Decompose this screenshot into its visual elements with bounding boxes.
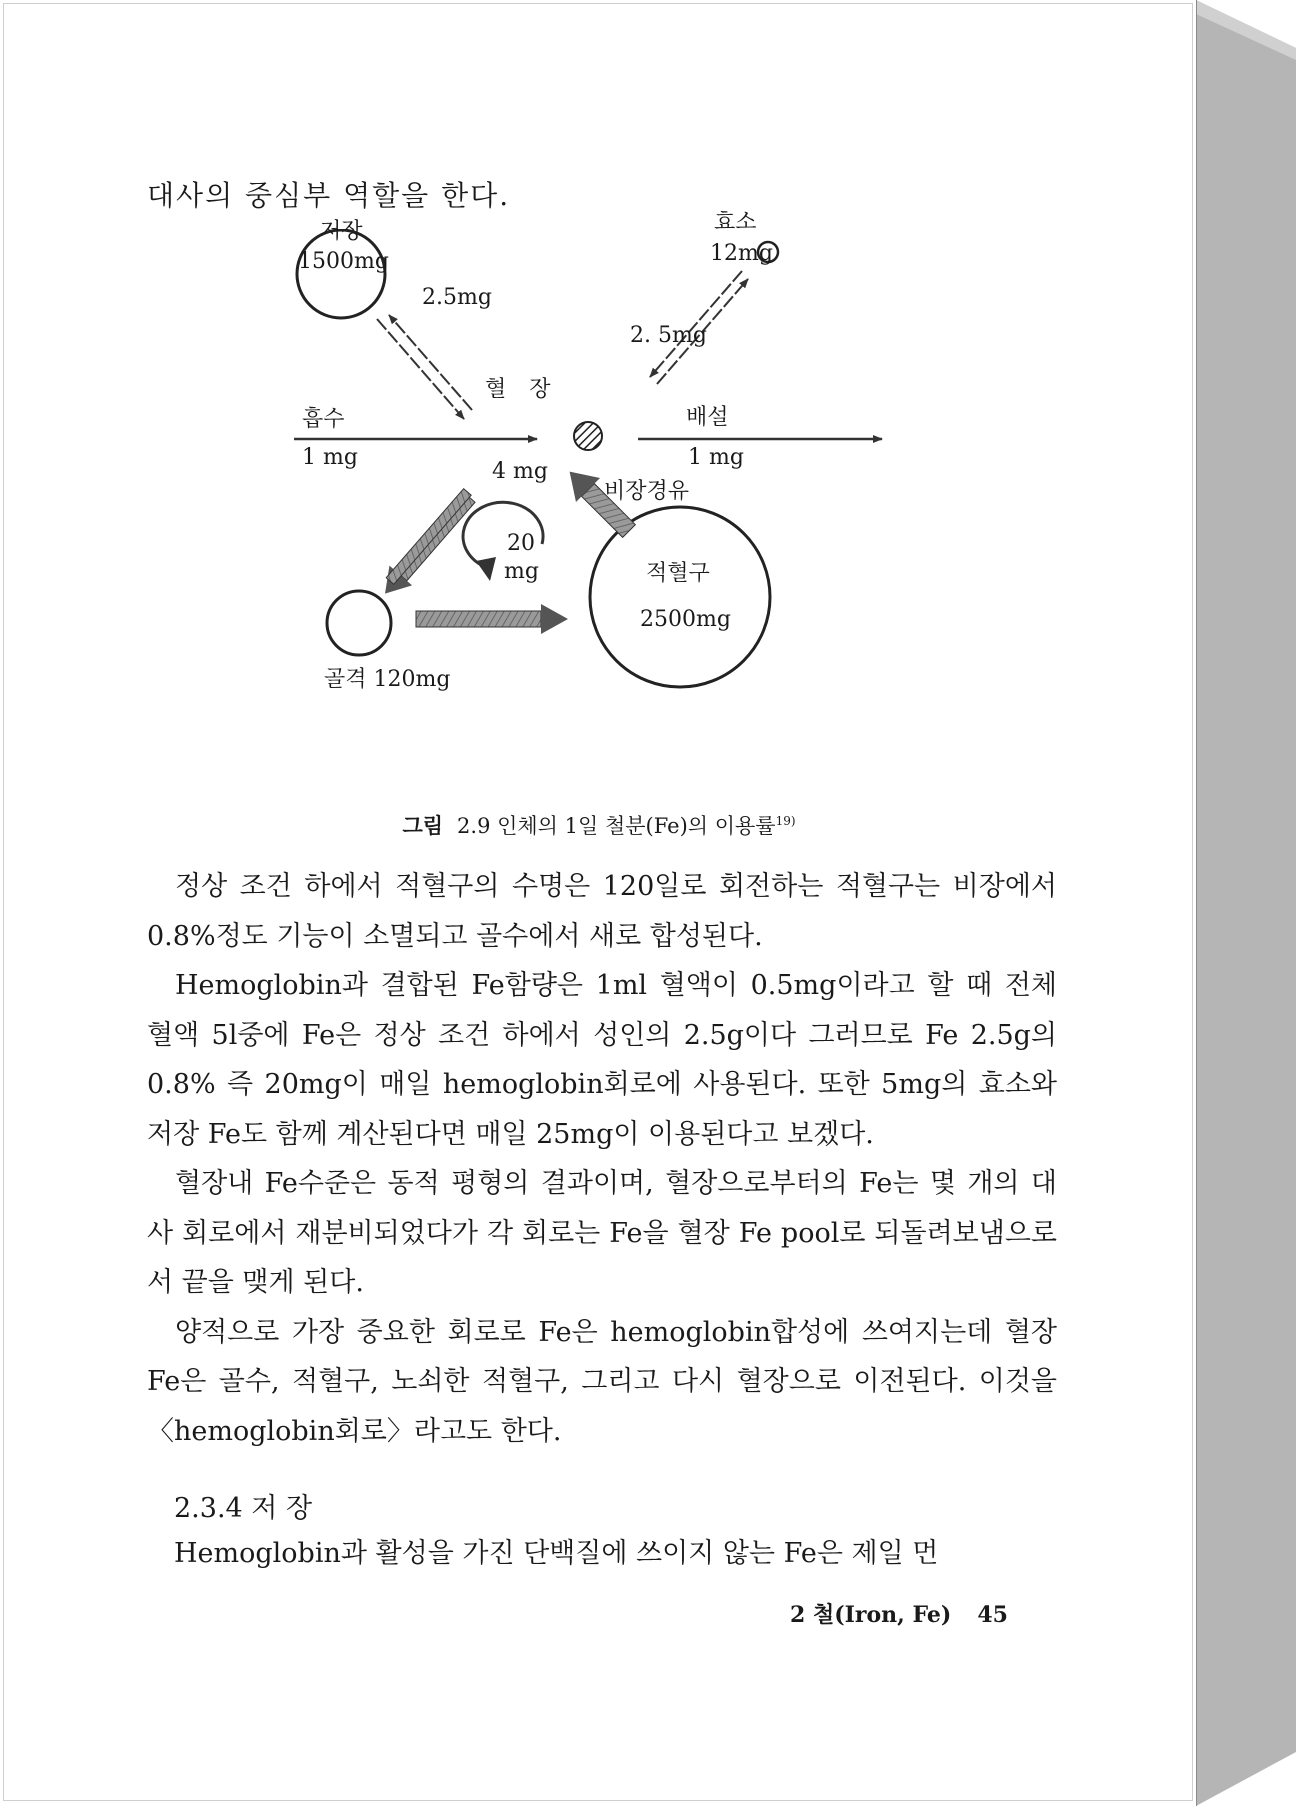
enzyme-amount: 12mg [710,241,773,266]
bone-label: 골격 120mg [324,667,451,692]
plasma-amount: 4 mg [492,459,548,484]
storage-amount: 1500mg [298,249,389,274]
bone-to-rbc-arrow [416,604,568,634]
cycle-arrowhead [476,557,496,581]
body-text [147,862,1057,1456]
plasma-label: 혈 장 [485,377,559,402]
rbc-amount: 2500mg [640,607,731,632]
cycle-amount-unit: mg [504,559,539,584]
enzyme-label: 효소 [714,210,757,235]
absorption-amount: 1 mg [302,445,358,470]
plasma-to-storage-arrow [389,315,472,410]
spleen-label: 비장경유 [604,479,690,504]
book-page [3,3,1193,1801]
section-first-line: Hemoglobin과 활성을 가진 단백질에 쓰이지 않는 Fe은 제일 먼 [174,1538,939,1569]
paragraph: 양적으로 가장 중요한 회로로 Fe은 hemoglobin합성에 쓰여지는데 혈장 Fe은 골수, 적혈구, 노쇠한 적혈구, 그리고 다시 혈장으로 이전된다. 이것을 〈hemoglobin회로〉라고도 한다. [147,1316,1057,1447]
paragraph: 혈장내 Fe수준은 동적 평형의 결과이며, 혈장으로부터의 Fe는 몇 개의 대사 회로에서 재분비되었다가 각 회로는 Fe을 혈장 Fe pool로 되돌려보냄으로서 끝을 맺게 된다. [147,1168,1057,1298]
excretion-amount: 1 mg [688,445,744,470]
excretion-label: 배설 [686,405,729,430]
iron-metabolism-diagram [294,210,914,804]
chapter-title: 2 철(Iron, Fe) [790,1602,952,1628]
plasma-circle [574,422,602,450]
diagram-graphics [294,229,914,804]
paragraph: 정상 조건 하에서 적혈구의 수명은 120일로 회전하는 적혈구는 비장에서 0.8%정도 기능이 소멸되고 골수에서 새로 합성된다. [147,871,1057,952]
storage-to-plasma-arrow [377,319,464,419]
enzyme-flow-amount: 2. 5mg [630,323,707,348]
bone-circle [327,591,391,655]
figure-caption-text: 2.9 인체의 1일 철분(Fe)의 이용률 [457,814,776,838]
book-edge [1196,0,1296,1806]
bone-to-plasma-arrow [386,489,471,585]
page-number: 45 [977,1602,1008,1628]
page-footer [790,1598,1008,1629]
intro-line: 대사의 중심부 역할을 한다. [147,179,511,212]
absorption-label: 흡수 [302,407,345,432]
rbc-circle [590,507,770,687]
section-heading: 2.3.4 저 장 [174,1493,313,1524]
rbc-label: 적혈구 [646,561,710,586]
cycle-amount-value: 20 [507,531,535,556]
figure-caption [4,810,1194,840]
figure-label: 그림 [402,814,444,838]
figure-reference: 19) [775,814,796,828]
storage-label: 저장 [320,219,363,244]
paragraph: Hemoglobin과 결합된 Fe함량은 1ml 혈액이 0.5mg이라고 할 때 전체 혈액 5l중에 Fe은 정상 조건 하에서 성인의 2.5g이다 그러므로 Fe 2.5g의 0.8% 즉 20mg이 매일 hemoglobin회로에 사용된다. 또한 5mg의 효소와 저장 Fe도 함께 계산된다면 매일 25mg이 이용된다고 보겠다. [147,970,1057,1150]
storage-flow-amount: 2.5mg [422,285,492,310]
